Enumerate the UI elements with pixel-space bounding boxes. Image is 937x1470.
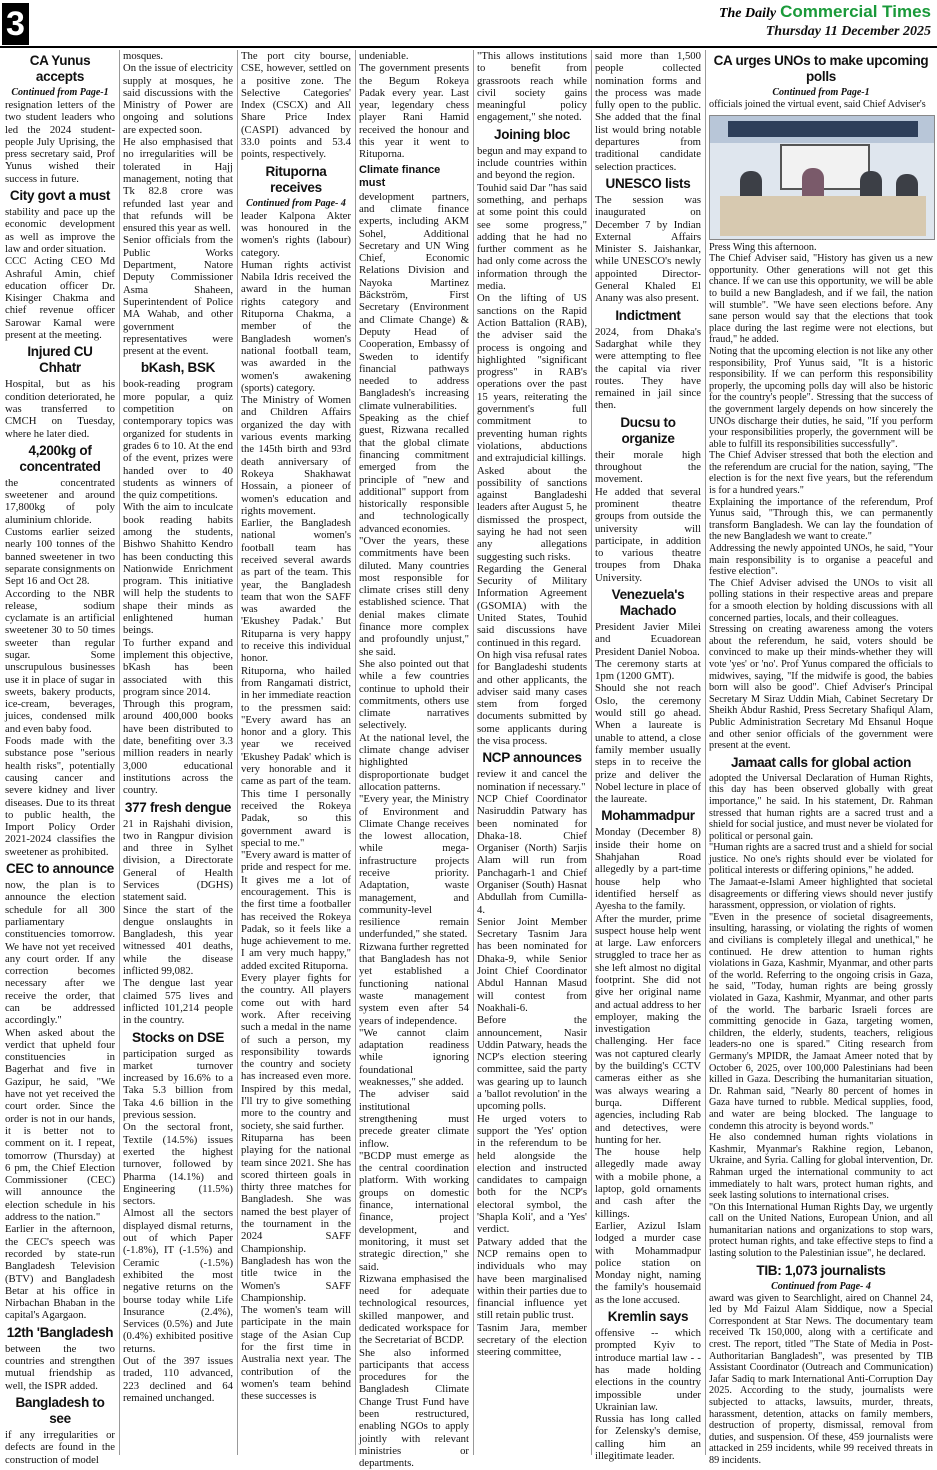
- paragraph: Since the start of the dengue onslaughts in Bangladesh, this year witnessed 401 deaths, while the disease inflicted 99,082.: [123, 903, 233, 978]
- page-number: 3: [2, 3, 29, 45]
- paragraph: The house help allegedly made away with a mobile phone, a laptop, gold ornaments and cash after the killings.: [595, 1146, 701, 1220]
- paragraph: stability and pace up the economic development as well as improve the law and order situation.: [5, 206, 115, 255]
- paragraph: President Javier Milei and Ecuadorean President Daniel Noboa.: [595, 620, 701, 658]
- headline: Rituporna receives: [265, 163, 327, 195]
- paragraph: At the national level, the climate change adviser highlighted disproportionate budget allocation patterns.: [359, 731, 469, 793]
- brand-name: Commercial Times: [780, 2, 931, 21]
- paragraph: On high visa refusal rates for Bangladeshi students and other applicants, the adviser said many cases stem from forged documents submitted by some applicants during the visa process.: [477, 648, 587, 748]
- column-6: [592, 50, 704, 1462]
- photo-table: [720, 196, 926, 236]
- headline: Stocks on DSE: [131, 1029, 225, 1045]
- headline: Jamaat calls for global action: [730, 754, 912, 770]
- headline: Joining bloc: [494, 126, 570, 142]
- paragraph: award was given to Searchlight, aired on Channel 24, led by Md Faizul Alam Siddique, now a Special Correspondent at Star News. The documentary team received Tk 150,000, along with a certificate and crest. The report, titled "The State of Media in Post-Authoritarian Bangladesh", was presented by TIB Assistant Coordinator (Outreach and Communication) Jafar Sadiq to mark International Anti-Corruption Day 2025. According to the study, journalists were subjected to attacks, lawsuits, murder, threats, harassment, detention, attacks on family members, destruction of property, dismissal, removal from duties, and suspension. Of these, 459 journalists were attacked in 259 incidents, while 99 received threats in 89 incidents.: [709, 1292, 933, 1466]
- paragraph: Earlier, the Bangladesh national women's football team has received several awards as part of the team. This year, the Bangladesh team that won the SAFF was awarded the 'Ekushey Padak.' But Rituparna is very happy to receive this individual honor.: [241, 517, 351, 665]
- headline: 377 fresh dengue: [124, 799, 232, 815]
- column-2: [120, 50, 236, 1455]
- paragraph: if any irregularities or defects are found in the construction of model: [5, 1428, 115, 1466]
- column-3: [238, 50, 354, 1455]
- headline: Venezuela's Machado: [611, 586, 685, 618]
- headline: UNESCO lists: [605, 175, 691, 191]
- headline: 12th 'Bangladesh: [6, 1324, 114, 1340]
- paragraph: According to the NBR release, sodium cyclamate is an artificial sweetener 30 to 50 times sweeter than regular sugar. Some unscrupulous businesses use it in place of sugar in sweets, bakery products, ice-cream, beverages, juices, condensed milk and even baby food.: [5, 587, 115, 735]
- masthead: [0, 0, 937, 48]
- paragraph: The session was inaugurated on December 7 by Indian External Affairs Minister S. Jaishankar, while UNESCO's newly appointed Director-General Khaled El Anany was also present.: [595, 193, 701, 305]
- paragraph: Out of the 397 issues traded, 110 advanced, 223 declined and 64 remained unchanged.: [123, 1354, 233, 1404]
- subheadline: Climate finance must: [359, 163, 441, 189]
- news-photo[interactable]: [709, 115, 935, 240]
- headline: TIB: 1,073 journalists: [756, 1262, 886, 1278]
- paragraph: CCC Acting CEO Md Ashraful Amin, chief education officer Dr. Kisinger Chakma and chief revenue officer Sarowar Kamal were present at the meeting.: [5, 255, 115, 342]
- paragraph: their morale high throughout the movement.: [595, 448, 701, 486]
- photo-screen: [780, 144, 870, 190]
- paragraph: When asked about the verdict that upheld four constituencies in Bagerhat and five in Gazipur, he said, "We have not yet received the court order. Since the order is not in our hands, it is better not to comment on it. I repeat, tomorrow (Thursday) at 6 pm, the Chief Election Commissioner (CEC) will announce the election schedule in his address to the nation.": [5, 1026, 115, 1224]
- paragraph: NCP Chief Coordinator Nasiruddin Patwary has been nominated for Dhaka-18. Chief Organiser (North) Sarjis Alam will run from Panchagarh-1 and Chief Organiser (South) Hasnat Abdullah from Cumilla-4.: [477, 792, 587, 916]
- headline: Indictment: [615, 307, 681, 323]
- headline: Ducsu to organize: [620, 414, 676, 446]
- column-4: [356, 50, 472, 1470]
- paragraph: said more than 1,500 people collected nomination forms and the process was made fully open to the public. She added that the final list would bring notable departures from traditional candidate selection practices.: [595, 50, 701, 173]
- paragraph: Customs earlier seized nearly 100 tonnes of the banned sweetener in two separate consignments on Sept 16 and Oct 28.: [5, 526, 115, 588]
- paragraph: The port city bourse, CSE, however, settled on a positive zone. The Selective Categories' Index (CSCX) and All Share Price Index (CASPI) advanced by 33.0 points and 53.4 points, respectively.: [241, 50, 351, 161]
- paragraph: On the lifting of US sanctions on the Rapid Action Battalion (RAB), the adviser said the process is ongoing and highlighted "significant progress" in RAB's operations over the past 15 years, reiterating the government's full commitment to preventing human rights violations, abductions and extrajudicial killings.: [477, 292, 587, 465]
- paragraph: "This allows institutions to benefit from grassroots reach while civil society gains meaningful policy engagement," she noted.: [477, 50, 587, 124]
- paragraph: resignation letters of the two student leaders who led the 2024 student-people July Uprising, the press secretary said, Prof Yunus wished their success in future.: [5, 99, 115, 185]
- paragraph: To further expand and implement this objective, bKash has been associated with this program since 2014.: [123, 636, 233, 698]
- paragraph: He also emphasised that no irregularities will be tolerated in Hajj management, noting that Tk 82.8 crore was refunded last year and that refunds will be ensured this year as well.: [123, 136, 233, 235]
- paragraph: now, the plan is to announce the election schedule for all 300 parliamentary constituencies tomorrow. We have not yet received any court order. If any correction becomes necessary after we receive the order, that can be addressed accordingly.": [5, 879, 115, 1027]
- paragraph: The Chief Adviser stressed that both the election and the referendum are crucial for the nation, saying, "The election is for the next five years, but the referendum is for a hundred years.": [709, 450, 933, 497]
- paragraph: She also pointed out that while a few countries continue to uphold their commitments, others use climate narratives selectively.: [359, 657, 469, 732]
- paragraph: The Chief Adviser advised the UNOs to visit all polling stations in their respective areas and prepare for a smooth election by holding discussions with all concerned parties, locals, and their colleagues.: [709, 577, 933, 624]
- paragraph: between the two countries and strengthen mutual friendship as well, the ISPR added.: [5, 1342, 115, 1392]
- paragraph: The government presents the Begum Rokeya Padak every year. Last year, legendary chess player Rani Hamid received the honour and this year it went to Rituporna.: [359, 62, 469, 161]
- paragraph: Speaking as the chief guest, Rizwana recalled that the global climate financing commitment emerged from the principle of "new and additional" support from historically responsible and technologically advanced economies.: [359, 412, 469, 535]
- paragraph: Addressing the newly appointed UNOs, he said, "Your main responsibility is to organise a peaceful and festive election".: [709, 543, 933, 578]
- paragraph: After the murder, prime suspect house help went at large. Law enforcers struggled to trace her as she left almost no digital footprint. She did not give her original name and actual address to her employer, making the investigation challenging. Her face was not captured clearly by the building's CCTV cameras either as she was always wearing a burqa. Different agencies, including Rab and detectives, were hunting for her.: [595, 912, 701, 1146]
- paragraph: Rituporna, who hailed from Rangamati district, in her immediate reaction to the pressmen said: "Every award has an honor and a glory. This year we received 'Ekushey Padak' which is very honorable and it came as part of the team. This time I personally received the Rokeya Padak, so this government award is special to me.": [241, 664, 351, 849]
- paragraph: Tasnim Jara, member secretary of the election steering committee,: [477, 1321, 587, 1359]
- paragraph: The adviser said institutional strengthening must precede greater climate inflow.: [359, 1088, 469, 1150]
- paragraph: Almost all the sectors displayed dismal returns, out of which Paper (-1.8%), IT (-1.5%) and Ceramic (-1.5%) exhibited the most negative returns on the bourse today while Life Insurance (2.4%), Services (0.5%) and Jute (0.4%) exhibited positive returns.: [123, 1207, 233, 1355]
- paragraph: On the sectoral front, Textile (14.5%) issues exerted the highest turnover, followed by Pharma (14.1%) and Engineering (11.5%) sectors.: [123, 1121, 233, 1208]
- headline: City govt a must: [9, 188, 111, 204]
- paragraph: leader Kalpona Akter was honoured in the women's rights (labour) category.: [241, 209, 351, 259]
- paragraph: Monday (December 8) inside their home on Shahjahan Road allegedly by a part-time house help who identified herself as Ayesha to the family.: [595, 826, 701, 913]
- paragraph: "Human rights are a sacred trust and a shield for social justice. No one's rights should ever be violated for political interests or differing opinions," he added.: [709, 842, 933, 877]
- paragraph: participation surged as market turnover increased by 16.6% to a Taka 5.3 billion from Taka 4.6 billion in the previous session.: [123, 1047, 233, 1122]
- continued-note: Continued from Page-1: [772, 87, 870, 98]
- paragraph: offensive -- which prompted Kyiv to introduce martial law - - has made holding elections in the country impossible under Ukrainian law.: [595, 1327, 701, 1413]
- paragraph: Senior Joint Member Secretary Tasnim Jara has been nominated for Dhaka-9, while Senior Joint Chief Coordinator Abdul Hannan Masud will contest from Noakhali-6.: [477, 915, 587, 1014]
- paragraph: "Every award is matter of pride and respect for me. It gives me a lot of encouragement. This is the first time a footballer has received the Rokeya Padak, so it feels like a huge achievement to me. I am very much happy," added excited Rituporna.: [241, 849, 352, 972]
- paragraph: He added that several prominent theatre groups from outside the university will participate, in addition to various theatre troupes from Dhaka University.: [595, 485, 701, 584]
- headline: Mohammadpur: [601, 808, 695, 824]
- paragraph: the concentrated sweetener and around 17,800kg of poly aluminium chloride.: [5, 476, 115, 526]
- paragraph: With the aim to inculcate book reading habits among the students, Bishwo Shahitto Kendro has been conducting this Nationwide Enrichment program. This initiative will help the students to shape their minds as enlightened human beings.: [123, 501, 233, 637]
- paragraph: The ceremony starts at 1pm (1200 GMT).: [595, 657, 701, 683]
- paragraph: The dengue last year claimed 575 lives and inflicted 101,214 people in the country.: [123, 977, 233, 1027]
- headline: CEC to announce: [5, 861, 114, 877]
- paragraph: The Jamaat-e-Islami Ameer highlighted that societal disagreements or differing views should never justify harassment, oppression, or violation of rights.: [709, 877, 933, 912]
- paragraph: Rituparna has been playing for the national team since 2021. She has scored thirteen goals in thirty three matches for Bangladesh. She was named the best player of the tournament in the 2024 SAFF Championship. Bangladesh has won the title twice in the Women's SAFF Championship.: [241, 1131, 351, 1304]
- paragraph: "We cannot claim adaptation readiness while ignoring foundational weaknesses," she added.: [359, 1026, 469, 1089]
- headline: Injured CU Chhatr: [27, 344, 93, 376]
- paragraph: review it and cancel the nomination if necessary.": [477, 768, 587, 793]
- paragraph: undeniable.: [359, 50, 409, 62]
- paragraph: "BCDP must emerge as the central coordination platform. With working groups on domestic finance, international finance, project development, and monitoring, it must set strategic direction," she said.: [359, 1149, 469, 1273]
- brand-prefix: The Daily: [718, 6, 777, 21]
- paragraph: Senior officials from the Public Works Department, Natore Deputy Commissioner Asma Shaheen, Superintendent of Police MA Wahab, and other government representatives were present at the event.: [123, 234, 233, 358]
- paragraph: Earlier, Azizul Islam lodged a murder case with Mohammadpur police station on Monday night, naming the family's housemaid as the lone accused.: [595, 1219, 701, 1306]
- paragraph: "Every year, the Ministry of Environment and Climate Change receives the lowest allocation, while mega-infrastructure projects receive priority. Adaptation, waste management, and community-level resilience remain underfunded," she stated.: [359, 793, 469, 941]
- continued-note: Continued from Page- 4: [771, 1280, 871, 1292]
- lead-story-body: [709, 242, 933, 1467]
- paragraph: On the issue of electricity supply at mosques, he said discussions with the Ministry of Power are ongoing and solutions are expected soon.: [123, 62, 233, 136]
- continued-note: Continued from Page-1: [11, 87, 109, 98]
- headline: CA Yunus accepts: [29, 53, 91, 84]
- paragraph: Stressing on creating awareness among the voters about the referendum, he said, voters should be convinced to make up their minds-whether they will vote 'yes' or 'no'. Prof Yunus compared the officials to midwives, saying, "If the midwife is good, the babies born will also be good". Chief Adviser's Principal Secretary M Siraz Uddin Miah, Cabinet Secretary Dr Sheikh Abdur Rashid, Press Secretary Shafiqul Alam, Public Administration Secretary Md Ehsanul Hoque and other senior officials of the government were present at the event.: [709, 624, 933, 752]
- lead-story-header: [709, 53, 933, 111]
- paragraph: Asked about the possibility of sanctions against Bangladeshi leaders after August 5, he dismissed the prospect, saying he had not seen any allegations suggesting such risks.: [477, 464, 587, 563]
- paragraph: begun and may expand to include countries within and beyond the region.: [477, 144, 587, 182]
- paragraph: Human rights activist Nabila Idris received the award in the human rights category and Rituporna Chakma, a member of the Bangladesh women's national football team, was awarded in the women's awakening (sports) category.: [241, 258, 351, 394]
- column-7: [706, 50, 936, 1466]
- paragraph: 2024, from Dhaka's Sadarghat while they were attempting to flee the capital via river routes. They have remained in jail since then.: [595, 325, 701, 412]
- continued-note: Continued from Page- 4: [246, 197, 346, 209]
- headline: bKash, BSK: [140, 360, 216, 376]
- paragraph: Every player fights for the country. All players come out with hard work. After receiving such a medal in the name of such a person, my responsibility towards the country and society has increased even more. Inspired by this medal, I'll try to give something more to the country and society, she said further.: [241, 972, 351, 1132]
- paragraph: "On this International Human Rights Day, we urgently call on the United Nations, European Union, and all humanitarian nations and organizations to stop wars, protect human rights, and take effective steps to find a lasting solution to the Palestinian issue", he declared.: [709, 1201, 933, 1260]
- headline: NCP announces: [482, 750, 582, 766]
- paragraph: Patwary added that the NCP remains open to individuals who may have been marginalised within their parties due to financial influence yet still retain public trust.: [477, 1235, 587, 1322]
- paragraph: Earlier in the afternoon, the CEC's speech was recorded by state-run Bangladesh Television (BTV) and Bangladesh Betar at his office in Nirbachan Bhaban in the capital's Agargaon.: [5, 1223, 115, 1322]
- paragraph: The Ministry of Women and Children Affairs organized the day with various events marking the 145th birth and 93rd death anniversary of Rokeya Shakhawat Hossain, a pioneer of women's education and rights movement.: [241, 394, 351, 517]
- headline: 4,200kg of concentrated: [19, 442, 101, 474]
- headline: CA urges UNOs to make upcoming polls: [713, 53, 929, 84]
- column-1: [2, 50, 118, 1466]
- paragraph: Foods made with the substance pose "serious health risks", potentially causing cancer and severe kidney and liver diseases. Due to its threat to public health, the Import Policy Order 2021-2024 classifies the sweetener as prohibited.: [5, 735, 115, 858]
- paragraph: She also informed participants that access procedures for the Bangladesh Climate Change Trust Fund have been restructured, enabling NGOs to apply jointly with relevant ministries or departments.: [359, 1346, 469, 1470]
- column-5: [474, 50, 590, 1455]
- paragraph: Before the announcement, Nasir Uddin Patwary, heads the NCP's election steering committee, said the party was gearing up to launch a 'ballot revolution' in the upcoming polls.: [477, 1014, 587, 1113]
- headline: Bangladesh to see: [15, 1394, 105, 1426]
- paragraph: Should she not reach Oslo, the ceremony would still go ahead. When a laureate is unable to attend, a close family member usually steps in to receive the prize and deliver the Nobel lecture in place of the laureate.: [595, 682, 701, 806]
- photo-banner: [728, 121, 918, 137]
- paragraph: He urged voters to support the 'Yes' option in the referendum to be held alongside the election and instructed candidates to campaign both for the NCP's electoral symbol, the 'Shapla Koli', and a 'Yes' verdict.: [477, 1112, 587, 1236]
- paragraph: adopted the Universal Declaration of Human Rights, this day has been observed globally with great importance," he said. In his statement, Dr. Rahman stressed that human rights are a sacred trust and a shield for social justice, and must never be violated for political or personal gain.: [709, 772, 933, 842]
- paragraph: "Over the years, these commitments have been diluted. Many countries most responsible for climate crises still deny established science. That denial makes climate finance more complex and profoundly unjust," she said.: [359, 534, 469, 658]
- paragraph: mosques.: [123, 50, 164, 62]
- paragraph: officials joined the virtual event, said Chief Adviser's: [709, 99, 926, 110]
- paragraph: Touhid said Dar "has said something, and perhaps at some point this could see some progress," adding that he had no further comment as he had only come across the information through the media.: [477, 181, 587, 293]
- paragraph: development partners, and climate finance experts, including AKM Sohel, Additional Secretary and UN Wing Chief, Economic Relations Division and Nayoka Martinez Bäckström, First Secretary (Environment and Climate Change) & Deputy Head of Cooperation, Embassy of Sweden to identify financial pathways needed to address Bangladesh's increasing climate vulnerabilities.: [359, 190, 469, 412]
- paragraph: The Chief Adviser said, "History has given us a new opportunity. Other generations will not get this chance. If we can use this opportunity, we will be able to build a new Bangladesh, and if we fail, the nation will stumble". "We have seen elections before. Any sane person would say that the elections that took place during the last regime were not elections, but fraud," he added.: [709, 253, 933, 346]
- paragraph: Explaining the importance of the referendum, Prof Yunus said, "Through this, we can permanently transform Bangladesh. We can lay the foundation of the new Bangladesh we want to create.": [709, 496, 933, 543]
- paragraph: Noting that the upcoming election is not like any other responsibility, Prof Yunus said, "It is a historic responsibility. If we can perform this responsibility properly, the upcoming polls day will also be historic for the country's people". Stressing that the success of the government largely depends on how sincerely the UNOs discharge their duties, he said, "If you perform your responsibilities properly, the government will be able to fulfill its responsibilities successfully".: [709, 345, 933, 450]
- paragraph: book-reading program more popular, a quiz competition on contemporary topics was organized for students in grades 6 to 10. At the end of the event, prizes were handed over to 40 students as winners of the quiz competitions.: [123, 378, 233, 502]
- paragraph: Hospital, but as his condition deteriorated, he was transferred to CMCH on Tuesday, where he later died.: [5, 378, 115, 440]
- paragraph: The women's team will participate in the main stage of the Asian Cup for the first time in Australia next year. The contribution of the women's team behind these successes is: [241, 1304, 351, 1403]
- issue-date: Thursday 11 December 2025: [765, 24, 931, 39]
- paragraph: Regarding the General Security of Military Information Agreement (GSOMIA) with the United States, Touhid said discussions have continued in this regard.: [477, 562, 587, 649]
- newspaper-brand[interactable]: [719, 2, 931, 22]
- paragraph: Rizwana further regretted that Bangladesh has not yet established a functioning national waste management system even after 54 years of independence.: [359, 940, 469, 1027]
- headline: Kremlin says: [607, 1309, 689, 1325]
- paragraph: He also condemned human rights violations in Kashmir, Myanmar's Rakhine region, Lebanon, Ukraine, and Syria. Calling for global intervention, Dr. Rahman urged the international community to act immediately to halt wars, protect human rights, and seek lasting solutions to international crises.: [709, 1132, 933, 1202]
- paragraph: 21 in Rajshahi division, two in Rangpur division and three in Sylhet division, a Directorate General of Health Services (DGHS) statement said.: [123, 817, 233, 904]
- paragraph: Press Wing this afternoon.: [709, 241, 817, 253]
- paragraph: Through this program, around 400,000 books have been distributed to date, benefiting over 3.3 million readers in nearly 3,000 educational institutions across the country.: [123, 698, 233, 797]
- paragraph: "Even in the presence of societal disagreements, insulting, harassing, or violating the rights of women and civilians is completely illegal and unethical," he continued. He drew attention to human rights violations in Gaza, Kashmir, Myanmar, and other parts of the world. Referring to the ongoing crisis in Gaza, he said, "Today, human rights are being grossly violated in Gaza, Kashmir, Myanmar, and other parts of the world. The barbaric Israeli forces are committing genocide in Gaza, targeting women, children, the elderly, students, teachers, religious leaders-no one is spared." Citing research from Germany's MPIDR, the Jamaat Ameer noted that by October 6, 2025, over 100,000 Palestinians had been killed in Gaza. Describing the humanitarian situation, Dr. Rahman said, "Nearly 80 percent of homes in Gaza have turned to rubble. Medical supplies, food, and water are being blocked. The language to condemn this atrocity is beyond words.": [709, 911, 933, 1132]
- paragraph: Rizwana emphasised the need for adequate technological resources, skilled manpower, and dedicated workspace for the Secretariat of BCDP.: [359, 1272, 469, 1347]
- paragraph: Russia has long called for Zelensky's demise, calling him an illegitimate leader.: [595, 1413, 701, 1462]
